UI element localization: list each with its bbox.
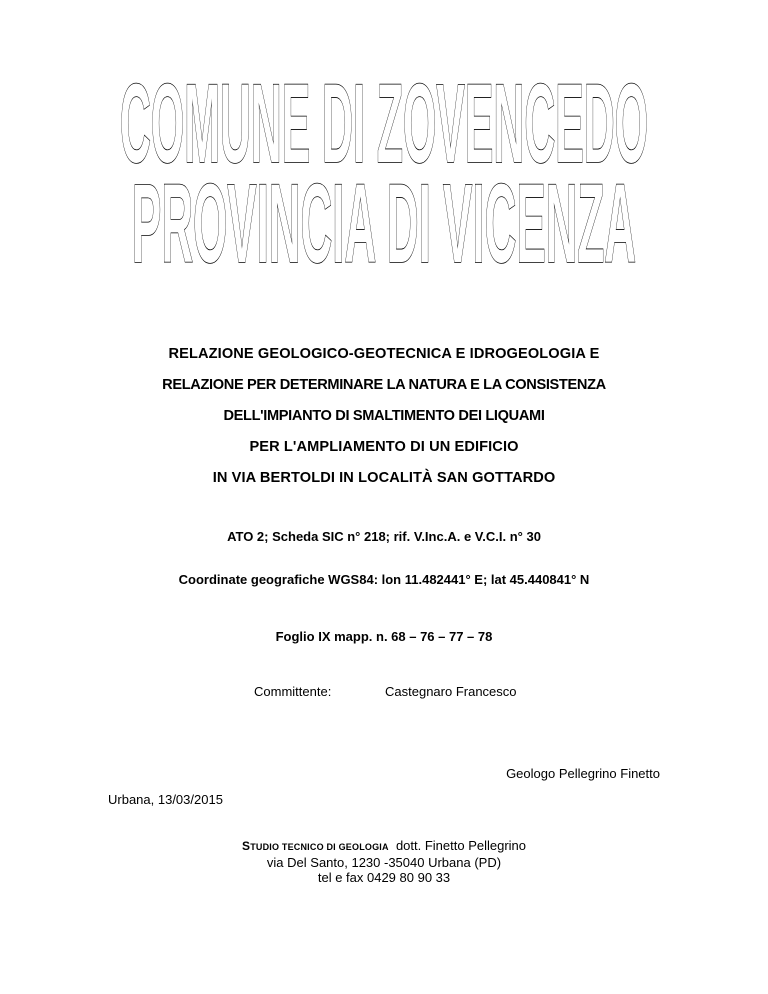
report-title-line-3: DELL'IMPIANTO DI SMALTIMENTO DEI LIQUAMI [223, 408, 545, 424]
coordinates: Coordinate geografiche WGS84: lon 11.482441° E; lat 45.440841° N [178, 572, 590, 587]
heading-provincia-text: PROVINCIA DI VICENZA [132, 174, 636, 270]
client-label: Committente: [254, 684, 332, 699]
studio-name: STUDIO TECNICO DI GEOLOGIA [241, 839, 389, 853]
ato-reference: ATO 2; Scheda SIC n° 218; rif. V.Inc.A. e V.C.I. n° 30 [227, 529, 541, 544]
heading-provincia [126, 174, 642, 270]
heading-comune [114, 74, 654, 170]
studio-address: via Del Santo, 1230 -35040 Urbana (PD) [266, 855, 502, 870]
place-date: Urbana, 13/03/2015 [108, 792, 223, 807]
author: Geologo Pellegrino Finetto [506, 766, 660, 781]
studio-doctor: dott. Finetto Pellegrino [395, 838, 527, 853]
client-name: Castegnaro Francesco [385, 684, 517, 699]
studio-phone: tel e fax 0429 80 90 33 [317, 870, 451, 885]
report-title-line-2: RELAZIONE PER DETERMINARE LA NATURA E LA CONSISTENZA [162, 377, 606, 393]
studio-block [0, 838, 768, 885]
cadastral-reference: Foglio IX mapp. n. 68 – 76 – 77 – 78 [275, 629, 493, 644]
report-title-line-1: RELAZIONE GEOLOGICO-GEOTECNICA E IDROGEOLOGIA E [168, 346, 600, 362]
report-title-line-5: IN VIA BERTOLDI IN LOCALITÀ SAN GOTTARDO [212, 470, 556, 486]
studio-name-line [0, 838, 768, 855]
heading-comune-text: COMUNE DI ZOVENCEDO [120, 74, 648, 170]
report-title-line-4: PER L'AMPLIAMENTO DI UN EDIFICIO [249, 439, 519, 455]
